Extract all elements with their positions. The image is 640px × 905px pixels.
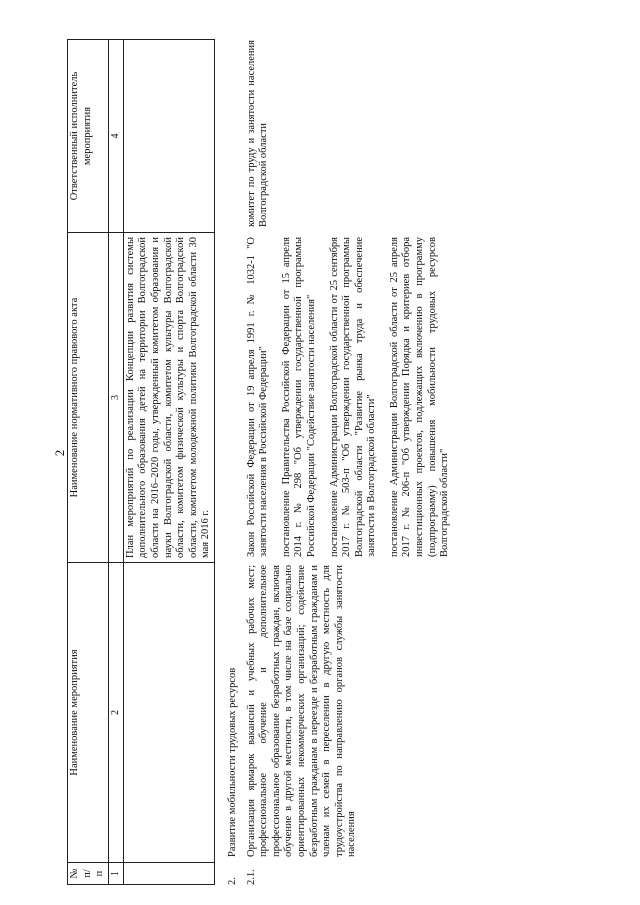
continuation-row <box>123 40 214 885</box>
column-number: 2 <box>108 563 123 863</box>
column-number: 1 <box>108 863 123 885</box>
page-number: 2 <box>52 449 67 457</box>
empty-cell <box>123 40 214 233</box>
header-number: № п/п <box>68 863 109 885</box>
header-executor: Ответственный исполнитель мероприятия <box>68 40 109 233</box>
item-executor: комитет по труду и занятости населения Волгоградской области <box>245 40 270 227</box>
legal-act: постановление Администрации Волгоградской области от 25 сентября 2017 г. № 503-п "Об утверждении государственной программы Волгоградской области "Развитие рынка труда и обеспечение занятости в Волгоградской области" <box>328 237 378 557</box>
section-number: 2. <box>226 877 238 885</box>
column-number: 4 <box>108 40 123 233</box>
empty-cell <box>123 863 214 885</box>
column-number-row <box>108 40 123 885</box>
header-table <box>67 39 215 885</box>
section-heading <box>227 40 240 885</box>
continuation-legal-act: План мероприятий по реализации Концепции развития системы дополнительного образования детей на территории Волгоградской области на 2016–2020 годы, утвержденный комитетом образования и науки Волгоградской области, комитетом культуры Волгоградской области, комитетом физической культуры и спорта Волгоградской области, комитетом молодежной политики Волгоградской области 30 мая 2016 г. <box>123 233 214 563</box>
list-item <box>246 40 462 885</box>
header-row <box>68 40 109 885</box>
section-title: Развитие мобильности трудовых ресурсов <box>226 667 238 857</box>
item-number: 2.1. <box>245 869 257 885</box>
column-number: 3 <box>108 233 123 563</box>
legal-act: постановление Администрации Волгоградской области от 25 апреля 2017 г. № 206-п "Об утверждении Порядка и критериев отбора инвестиционных проектов, подлежащих включению в программу (подпрограмму) повышения мобильности трудовых ресурсов Волгоградской области" <box>388 237 451 557</box>
landscape-sheet <box>67 40 451 885</box>
item-legal-acts <box>246 227 462 557</box>
legal-act: постановление Правительства Российской Федерации от 15 апреля 2014 г. № 298 "Об утверждении государственной программы Российской Федерации "Содействие занятости населения" <box>280 237 317 557</box>
header-legal-act: Наименование нормативного правового акта <box>68 233 109 563</box>
header-event-name: Наименование мероприятия <box>68 563 109 863</box>
legal-act: Закон Российской Федерации от 19 апреля 1991 г. № 1032-1 "О занятости населения в Российской Федерации" <box>245 237 270 557</box>
empty-cell <box>123 563 214 863</box>
item-event-name: Организация ярмарок вакансий и учебных рабочих мест; профессиональное обучение и дополнительное профессиональное образование безработных граждан, включая обучение в другой местности, в том числе на базе социально ориентированных некоммерческих организаций; содействие безработным гражданам в переезде и безработным гражданам и членам их семей в переселении в другую местность для трудоустройства по направлению органов службы занятости населения <box>245 565 358 857</box>
